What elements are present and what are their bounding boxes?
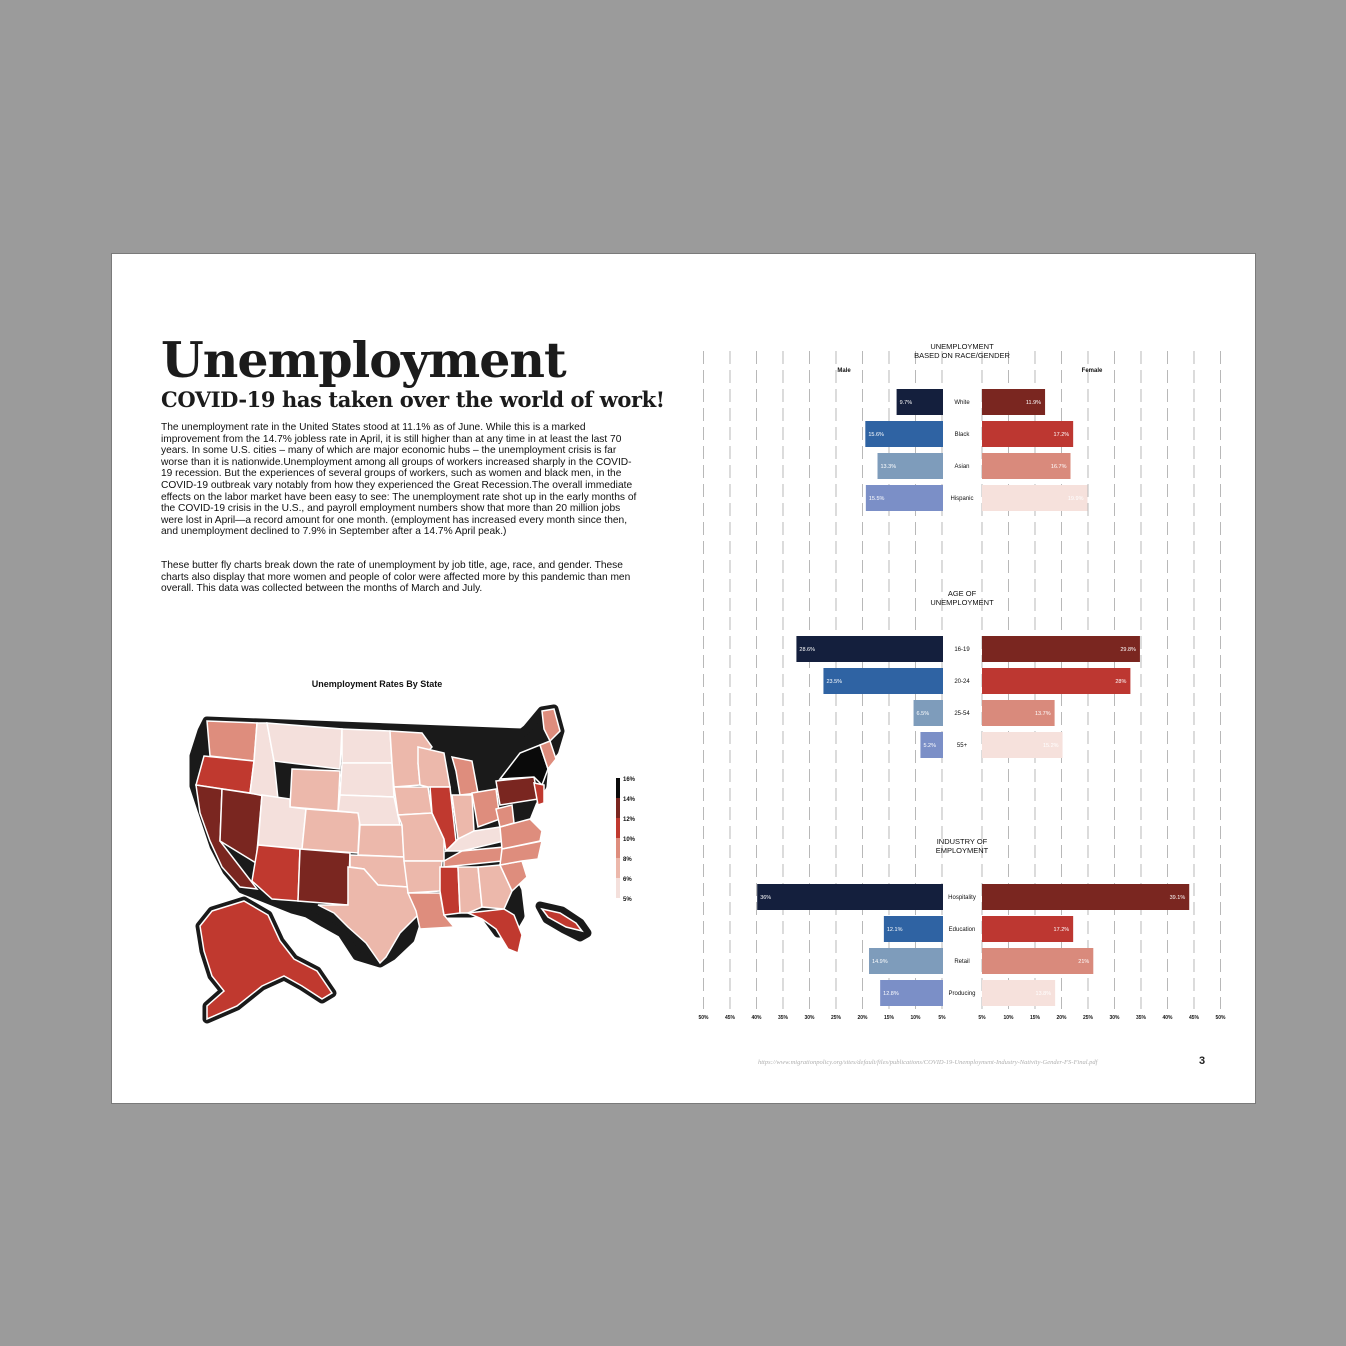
category-label: Asian <box>954 464 970 470</box>
map-state-mississippi <box>440 867 460 915</box>
legend-label: 16% <box>623 777 636 783</box>
map-state-iowa <box>394 787 432 815</box>
x-tick-label: 25% <box>1082 1015 1094 1021</box>
map-state-south-dakota <box>340 763 394 797</box>
male-value-label: 12.8% <box>883 991 899 997</box>
female-value-label: 13.8% <box>1035 991 1052 997</box>
map-state-montana <box>267 723 342 769</box>
chart-title: AGE OF <box>947 589 977 598</box>
male-label: Male <box>837 368 851 374</box>
legend-swatch <box>616 838 620 858</box>
chart-title: BASED ON RACE/GENDER <box>914 351 1010 360</box>
page <box>111 253 1256 1104</box>
chart-title: EMPLOYMENT <box>935 846 989 855</box>
legend-swatch <box>616 878 620 898</box>
female-value-label: 16.7% <box>1050 464 1067 470</box>
legend-label: 14% <box>623 797 636 803</box>
butterfly-chart-2 <box>796 589 1140 758</box>
male-value-label: 6.5% <box>916 711 930 717</box>
category-label: White <box>954 400 970 406</box>
category-label: Hospitality <box>948 895 976 901</box>
male-value-label: 15.5% <box>868 496 885 502</box>
male-bar <box>796 636 943 662</box>
x-tick-label: 45% <box>724 1015 736 1021</box>
x-tick-label: 20% <box>1056 1015 1067 1021</box>
female-value-label: 39.1% <box>1169 895 1186 901</box>
category-label: Education <box>948 927 976 933</box>
x-tick-label: 40% <box>751 1015 762 1021</box>
map-state-arkansas <box>404 861 442 893</box>
female-value-label: 13.7% <box>1035 711 1051 717</box>
legend-label: 12% <box>623 817 636 823</box>
female-value-label: 17.2% <box>1053 927 1070 933</box>
x-tick-label: 15% <box>1029 1015 1041 1021</box>
female-value-label: 17.2% <box>1053 432 1070 438</box>
male-value-label: 9.7% <box>899 400 913 406</box>
map-state-west-virginia <box>496 805 514 827</box>
chart-title: UNEMPLOYMENT <box>930 598 994 607</box>
female-value-label: 29.8% <box>1120 647 1136 653</box>
male-value-label: 5.2% <box>923 743 936 749</box>
legend-label: 10% <box>623 837 636 843</box>
x-tick-label: 5% <box>978 1015 986 1021</box>
legend-label: 8% <box>623 857 632 863</box>
x-tick-label: 20% <box>857 1015 868 1021</box>
map-state-new-mexico <box>298 849 350 905</box>
map-state-kansas <box>358 825 404 857</box>
map-state-wyoming <box>290 769 340 811</box>
legend-label: 5% <box>623 897 632 903</box>
map-legend <box>612 774 652 914</box>
female-bar <box>982 636 1140 662</box>
butterfly-charts <box>692 339 1232 1039</box>
chart-title: INDUSTRY OF <box>936 837 988 846</box>
male-bar <box>757 884 943 910</box>
x-tick-label: 15% <box>883 1015 895 1021</box>
category-label: Black <box>954 432 970 438</box>
category-label: Retail <box>954 959 970 965</box>
x-tick-label: 10% <box>1003 1015 1014 1021</box>
male-value-label: 14.9% <box>872 959 888 965</box>
female-value-label: 19.9% <box>1067 496 1084 502</box>
x-tick-label: 45% <box>1188 1015 1200 1021</box>
male-value-label: 23.5% <box>826 679 843 685</box>
x-tick-label: 35% <box>1135 1015 1147 1021</box>
male-value-label: 12.1% <box>886 927 903 933</box>
map-state-colorado <box>302 809 360 853</box>
intro-paragraph: The unemployment rate in the United States stood at 11.1% as of June. While this is a marked improvement from the 14.7% jobless rate in April, it is still higher than at any time in at least the last 70 years. In some U.S. cities – many of which are major economic hubs – the unemployment crisis is far worse than it is nationwide.Unemployment among all groups of workers increased sharply in the COVID-19 recession. But the experiences of several groups of workers, such as women and black men, in the COVID-19 outbreak vary notably from how they experienced the Great Recession.The overall immediate effects on the labor market have been easy to see: The unemployment rate shot up in the early months of the COVID-19 crisis in the U.S., and payroll employment numbers show that more than 20 million jobs were lost in April—a record amount for one month. (employment has increased every month since then, and unemployment declined to 7.9% in September after a 14.7% April peak.) <box>161 422 637 538</box>
male-value-label: 36% <box>760 895 772 901</box>
female-value-label: 21% <box>1078 959 1090 965</box>
x-tick-label: 40% <box>1162 1015 1173 1021</box>
x-tick-label: 30% <box>804 1015 815 1021</box>
female-bar <box>982 884 1189 910</box>
x-tick-label: 35% <box>777 1015 789 1021</box>
page-title: Unemployment <box>161 331 566 389</box>
female-bar <box>982 668 1130 694</box>
x-tick-label: 10% <box>910 1015 921 1021</box>
chart-title: UNEMPLOYMENT <box>930 342 994 351</box>
category-label: 25-54 <box>954 711 970 717</box>
x-tick-label: 5% <box>938 1015 946 1021</box>
x-tick-label: 50% <box>698 1015 709 1021</box>
x-tick-label: 30% <box>1109 1015 1120 1021</box>
us-states-map <box>182 701 602 1031</box>
legend-label: 6% <box>623 877 632 883</box>
legend-swatch <box>616 778 620 798</box>
female-value-label: 28% <box>1115 679 1127 685</box>
legend-swatch <box>616 818 620 838</box>
female-value-label: 11.9% <box>1025 400 1042 406</box>
x-tick-label: 50% <box>1215 1015 1226 1021</box>
butterfly-chart-3 <box>757 837 1189 1006</box>
category-label: Hispanic <box>950 496 974 502</box>
male-value-label: 13.3% <box>880 464 897 470</box>
category-label: 55+ <box>956 743 968 749</box>
page-subtitle: COVID-19 has taken over the world of work! <box>161 387 665 412</box>
map-title: Unemployment Rates By State <box>311 679 443 689</box>
legend-swatch <box>616 858 620 878</box>
female-value-label: 15.2% <box>1042 743 1059 749</box>
butterfly-chart-1 <box>837 342 1103 511</box>
x-tick-label: 25% <box>830 1015 842 1021</box>
map-state-north-dakota <box>342 729 392 763</box>
category-label: 16-19 <box>954 647 970 653</box>
male-value-label: 28.6% <box>799 647 816 653</box>
legend-swatch <box>616 798 620 818</box>
male-value-label: 15.6% <box>868 432 884 438</box>
female-label: Female <box>1081 368 1103 374</box>
map-state-washington <box>207 721 257 761</box>
source-citation[interactable]: https://www.migrationpolicy.org/sites/default/files/publications/COVID-19-Unemployment-Industry-Nativity-Gender-FS-Final.pdf <box>758 1059 1098 1066</box>
page-number: 3 <box>1199 1055 1206 1067</box>
female-bar <box>982 948 1093 974</box>
chart-description-paragraph: These butter fly charts break down the rate of unemployment by job title, age, race, and gender. These charts also display that more women and people of color were affected more by this pandemic than men overall. This data was collected between the months of March and July. <box>161 560 631 595</box>
category-label: Producing <box>948 991 976 997</box>
category-label: 20-24 <box>954 679 970 685</box>
